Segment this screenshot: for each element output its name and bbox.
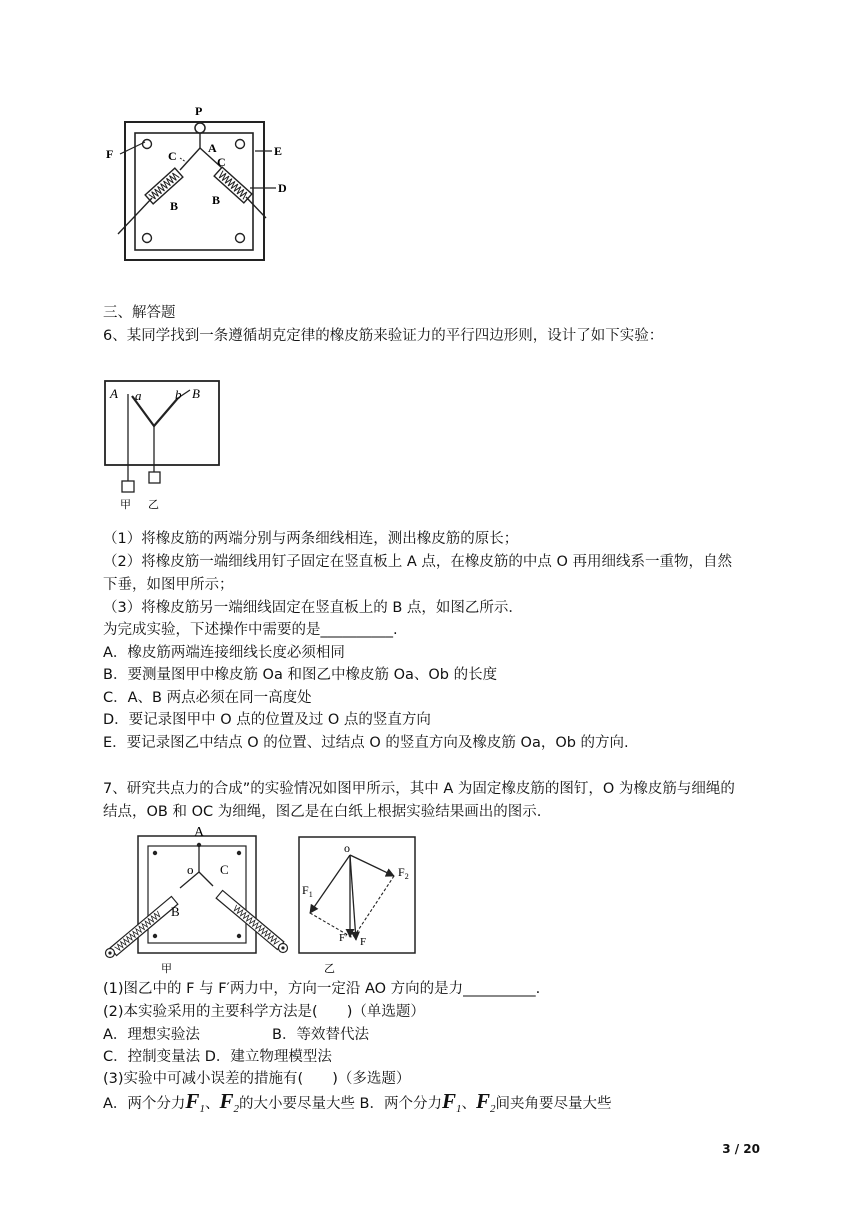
section-heading: 三、解答题 — [103, 305, 176, 321]
q7-stem-line2: 结点，OB 和 OC 为细绳，图乙是在白纸上根据实验结果画出的图示. — [103, 804, 542, 820]
q7-options-a-b: A．两个分力$F_1$、$F_2$的大小要尽量大些 B．两个分力$F_1$、$F_2$间夹角要尽量大些 — [103, 1089, 612, 1115]
label-a-lower: a — [135, 388, 142, 403]
figure-spring-board — [100, 96, 300, 266]
caption-jia: 甲 — [120, 499, 131, 511]
label-c-left: C — [168, 149, 177, 163]
caption-yi: 乙 — [148, 499, 159, 511]
label-b-lower: b — [175, 387, 182, 402]
label-f-prime: F′ — [339, 932, 348, 944]
label-a-upper: A — [110, 386, 118, 401]
q7-option-a: A．理想实验法 — [103, 1027, 200, 1043]
q7-option-b: B．等效替代法 — [272, 1027, 369, 1043]
label-f1: $F_1$ — [302, 883, 313, 899]
q6-option-b: B．要测量图甲中橡皮筋 Oa 和图乙中橡皮筋 Oa、Ob 的长度 — [103, 667, 498, 683]
label-o: o — [344, 841, 350, 855]
q7-sub1: (1)图乙中的 F 与 F′两力中，方向一定沿 AO 方向的是力__________. — [103, 981, 541, 997]
q7-sub3: (3)实验中可减小误差的措施有( )（多选题） — [103, 1071, 411, 1087]
figure-q6-rubber-band — [98, 374, 228, 514]
label-f: F — [360, 936, 367, 948]
q7-option-c-d: C．控制变量法 D．建立物理模型法 — [103, 1049, 332, 1065]
caption-jia: 甲 — [161, 963, 172, 975]
label-b-upper: B — [192, 386, 200, 401]
label-c-right: C — [217, 155, 226, 169]
label-c: C — [220, 862, 229, 877]
q6-stem: 6、某同学找到一条遵循胡克定律的橡皮筋来验证力的平行四边形则，设计了如下实验： — [103, 328, 664, 344]
q6-step2a: （2）将橡皮筋一端细线用钉子固定在竖直板上 A 点，在橡皮筋的中点 O 再用细线系一重物，自然 — [103, 554, 732, 570]
page-number: 3 / 20 — [722, 1142, 760, 1156]
q6-option-e: E．要记录图乙中结点 O 的位置、过结点 O 的竖直方向及橡皮筋 Oa，Ob 的方向. — [103, 735, 629, 751]
figure-q7-jia — [100, 824, 296, 976]
label-e: E — [274, 144, 283, 158]
q7-stem-line1: 7、研究共点力的合成”的实验情况如图甲所示，其中 A 为固定橡皮筋的图钉，O 为橡皮筋与细绳的 — [103, 781, 735, 797]
label-d: D — [278, 181, 287, 195]
label-a: A — [194, 825, 205, 840]
label-a: A — [208, 141, 217, 155]
q6-option-a: A．橡皮筋两端连接细线长度必须相同 — [103, 645, 345, 661]
caption-yi: 乙 — [324, 963, 335, 975]
label-f: F — [106, 147, 114, 161]
label-p: P — [195, 104, 203, 118]
q6-option-d: D．要记录图甲中 O 点的位置及过 O 点的竖直方向 — [103, 712, 431, 728]
label-b: B — [171, 904, 180, 919]
figure-q7-yi — [296, 834, 418, 976]
q6-step1: （1）将橡皮筋的两端分别与两条细线相连，测出橡皮筋的原长； — [103, 531, 519, 547]
q6-step3: （3）将橡皮筋另一端细线固定在竖直板上的 B 点，如图乙所示． — [103, 600, 523, 616]
q7-sub2: (2)本实验采用的主要科学方法是( )（单选题） — [103, 1004, 425, 1020]
label-b-right: B — [212, 193, 221, 207]
q6-question: 为完成实验，下述操作中需要的是__________. — [103, 622, 398, 638]
q6-option-c: C．A、B 两点必须在同一高度处 — [103, 690, 312, 706]
label-f2: $F_2$ — [398, 865, 409, 881]
label-o: o — [187, 862, 194, 877]
q6-step2b: 下垂，如图甲所示； — [103, 577, 234, 593]
label-b-left: B — [170, 199, 179, 213]
